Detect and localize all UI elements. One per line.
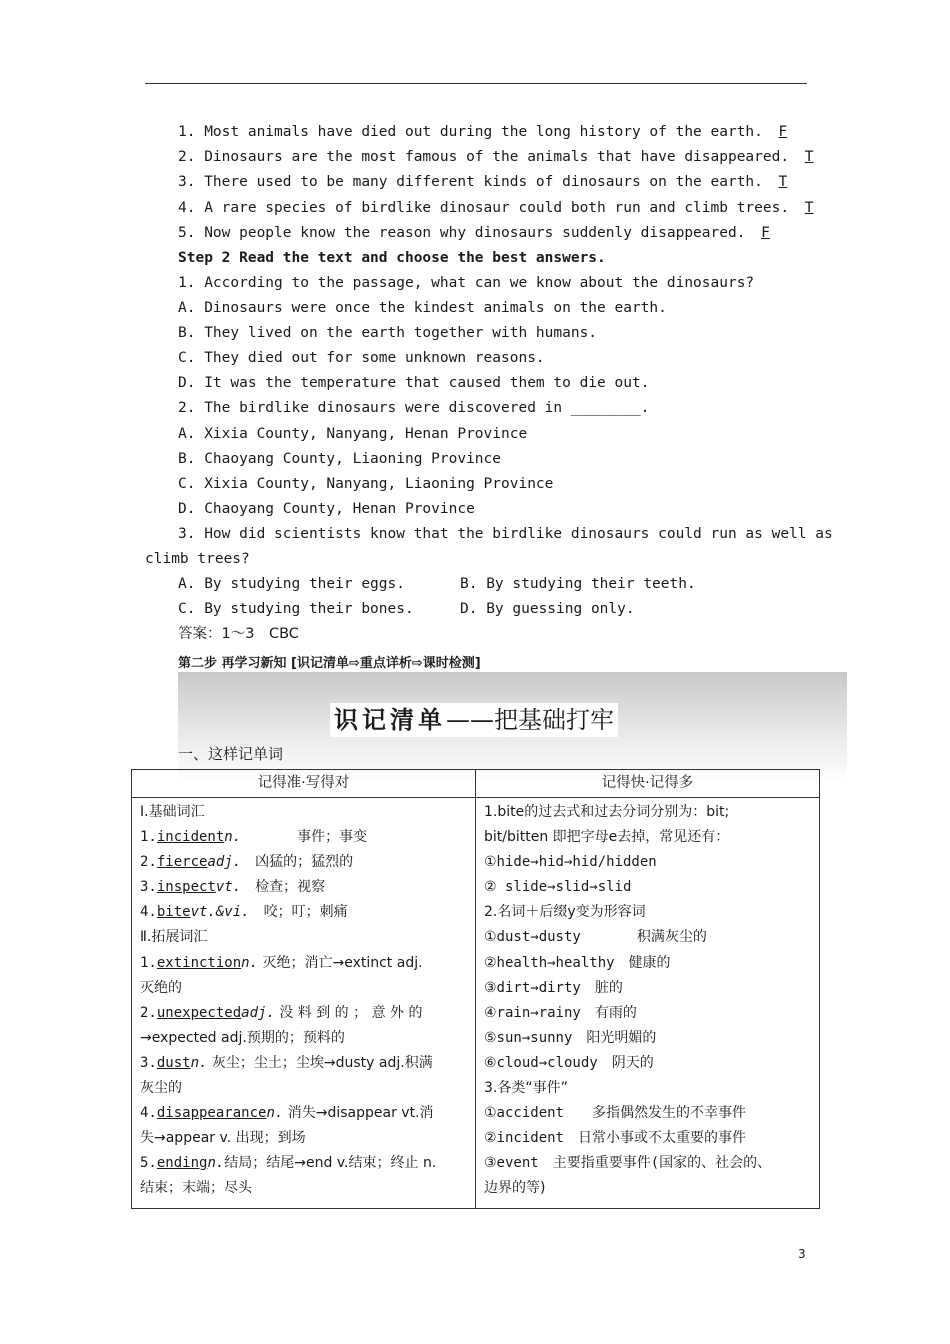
question-3-continued: climb trees? [145,551,250,567]
option: A. Dinosaurs were once the kindest animals on the earth. [178,300,667,316]
list-item: 2.名词＋后缀y变为形容词 [484,904,646,921]
option: D. It was the temperature that caused them to die out. [178,375,650,391]
tf-item: 1. Most animals have died out during the long history of the earth. F [178,120,803,145]
list-item: ③event 主要指重要事件(国家的、社会的、 [484,1155,772,1172]
list-item: 边界的等) [484,1180,546,1197]
list-item: Ⅰ.基础词汇 [140,804,205,820]
list-item: 失→appear v. 出现；到场 [140,1130,306,1147]
option: C. They died out for some unknown reasons. [178,350,545,366]
table-header: 记得快·记得多 [476,770,820,798]
question-3: 3. How did scientists know that the birdlike dinosaurs could run as well as [178,526,833,542]
option: C. By studying their bones. [178,601,414,617]
tf-answer: T [804,200,814,216]
option: D. Chaoyang County, Henan Province [178,501,475,517]
page-number: 3 [798,1247,806,1261]
list-item: 灰尘的 [140,1080,182,1097]
list-item: ①dust→dusty 积满灰尘的 [484,929,707,946]
vocab-table [131,769,820,1209]
step2-heading: Step 2 Read the text and choose the best answers. [178,250,606,266]
option: A. By studying their eggs. [178,576,405,592]
steps-nav: 第二步 再学习新知 [识记清单⇨重点详析⇨课时检测] [178,656,481,671]
tf-answer: T [778,174,788,190]
header-rule [145,83,807,84]
table-header: 记得准·写得对 [132,770,476,798]
section-title: 一、这样记单词 [178,745,284,763]
list-item: 灭绝的 [140,979,182,996]
list-item: bit/bitten 即把字母e去掉，常见还有： [484,829,730,846]
question-1: 1. According to the passage, what can we know about the dinosaurs? [178,275,755,291]
vocab-entry: 4.bitevt.&vi. 咬；叮；刺痛 [140,904,348,921]
list-item: 结束；末端；尽头 [140,1180,252,1197]
tf-item: 5. Now people know the reason why dinosaurs suddenly disappeared. F [178,221,785,246]
option: B. By studying their teeth. [460,576,696,592]
list-item: ⑤sun→sunny 阳光明媚的 [484,1029,657,1046]
list-item: ①hide→hid→hid/hidden [484,854,657,871]
vocab-left-cell [132,798,476,1209]
question-2: 2. The birdlike dinosaurs were discovered in ________. [178,400,650,416]
list-item: →expected adj.预期的；预料的 [140,1029,345,1046]
list-item: Ⅱ.拓展词汇 [140,929,208,946]
list-item: ②incident 日常小事或不太重要的事件 [484,1130,746,1147]
vocab-entry: 3.inspectvt. 检查；视察 [140,879,326,896]
option: B. Chaoyang County, Liaoning Province [178,451,502,467]
vocab-right-cell [476,798,820,1209]
tf-item: 4. A rare species of birdlike dinosaur could both run and climb trees. T [178,196,829,221]
list-item: ②health→healthy 健康的 [484,954,671,971]
vocab-entry: 2.fierceadj. 凶猛的；猛烈的 [140,854,354,871]
tf-answer: F [761,225,770,241]
vocab-entry: 1.incidentn. 事件；事变 [140,829,368,846]
tf-answer: F [778,124,788,140]
list-item: ④rain→rainy 有雨的 [484,1004,637,1021]
option: B. They lived on the earth together with humans. [178,325,598,341]
vocab-entry: 2.unexpectedadj. 没 料 到 的 ； 意 外 的 [140,1004,423,1021]
tf-item: 2. Dinosaurs are the most famous of the animals that have disappeared. T [178,145,829,170]
list-item: ③dirt→dirty 脏的 [484,979,623,996]
option: A. Xixia County, Nanyang, Henan Province [178,426,528,442]
list-item: 3.各类“事件” [484,1080,568,1097]
list-item: ①accident 多指偶然发生的不幸事件 [484,1105,746,1122]
option: D. By guessing only. [460,601,635,617]
list-item: ② slide→slid→slid [484,879,632,896]
tf-item: 3. There used to be many different kinds of dinosaurs on the earth. T [178,170,803,195]
banner-title: 识记清单——把基础打牢 [330,703,618,737]
answer-key: 答案：1～3 CBC [178,626,299,642]
tf-answer: T [804,149,814,165]
vocab-entry: 3.dustn. 灰尘；尘土；尘埃→dusty adj.积满 [140,1054,433,1071]
list-item: ⑥cloud→cloudy 阴天的 [484,1054,654,1071]
vocab-entry: 5.endingn.结局；结尾→end v.结束；终止 n. [140,1155,437,1172]
option: C. Xixia County, Nanyang, Liaoning Province [178,476,554,492]
vocab-entry: 1.extinctionn. 灭绝；消亡→extinct adj. [140,954,423,971]
list-item: 1.bite的过去式和过去分词分别为：bit; [484,804,730,820]
vocab-entry: 4.disappearancen. 消失→disappear vt.消 [140,1105,434,1122]
